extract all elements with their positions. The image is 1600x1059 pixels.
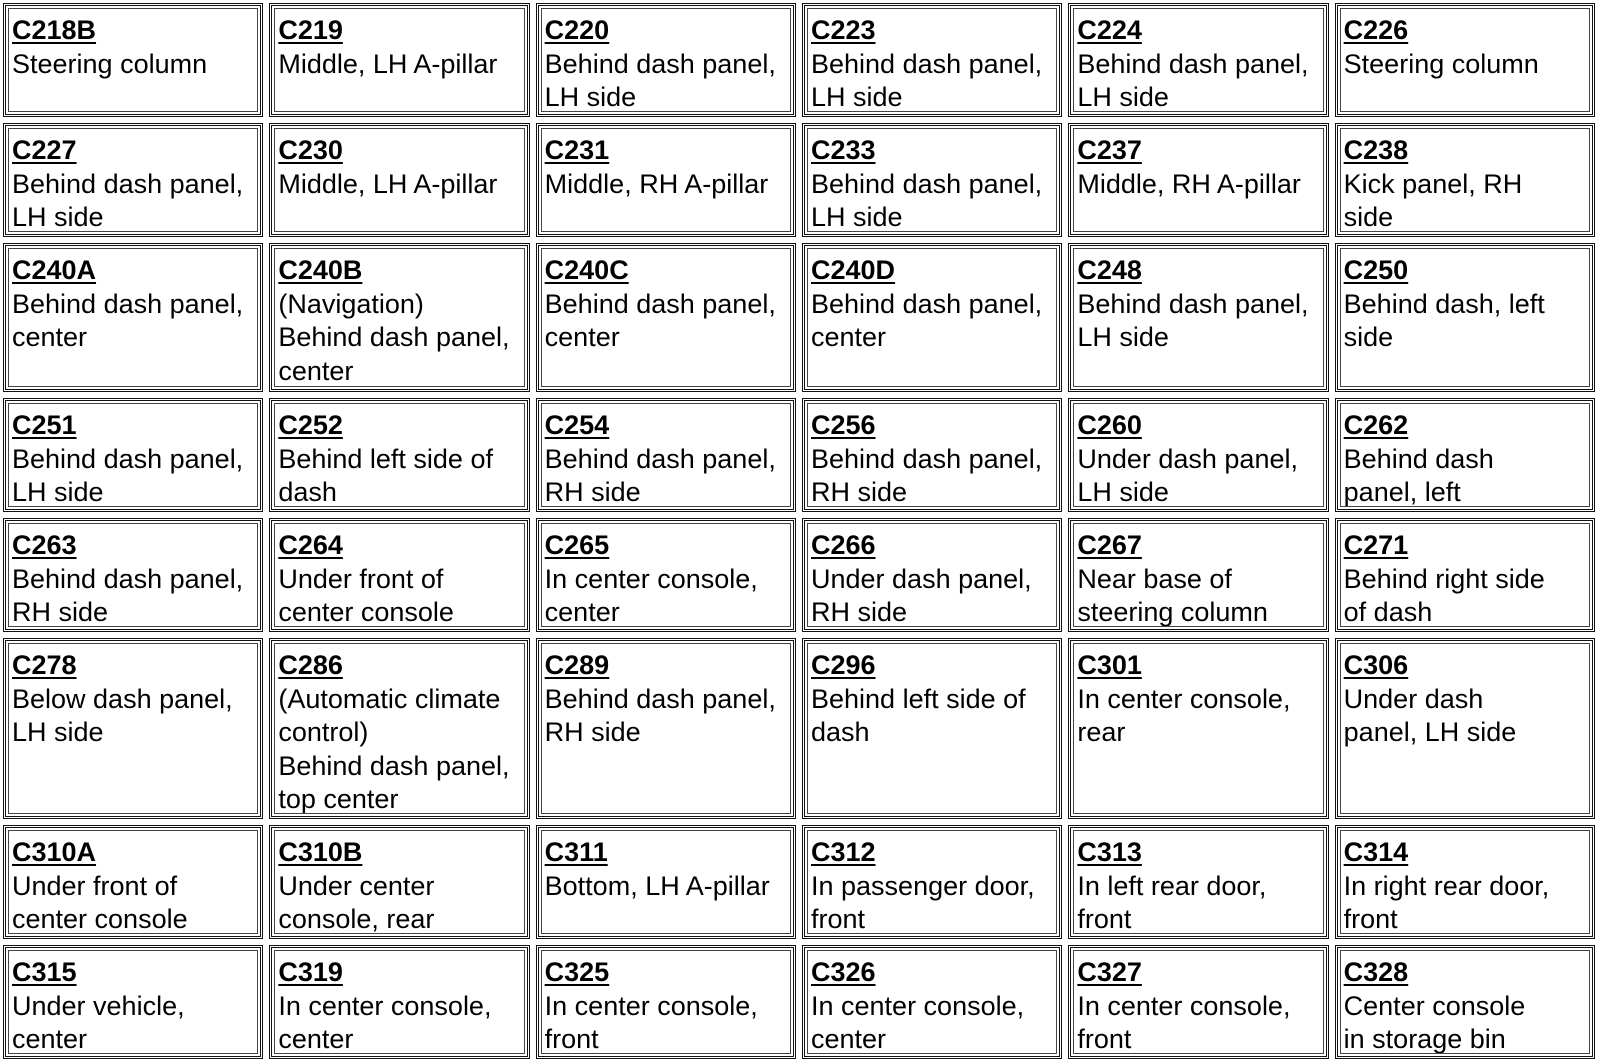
connector-code: C271 — [1343, 530, 1409, 560]
connector-cell — [536, 123, 796, 237]
connector-cell — [1335, 518, 1595, 632]
connector-location: Behind dash panel, RH side — [811, 443, 1043, 507]
connector-cell — [1068, 123, 1328, 237]
connector-location: In left rear door, front — [1077, 870, 1267, 934]
connector-location: Steering column — [12, 48, 208, 79]
connector-code: C327 — [1077, 957, 1142, 987]
connector-location: Behind dash panel, LH side — [811, 168, 1043, 232]
connector-code: C325 — [544, 957, 610, 987]
connector-code: C286 — [278, 650, 343, 680]
connector-cell — [1335, 638, 1595, 819]
connector-location: Under front of center console — [278, 563, 454, 627]
connector-cell — [802, 945, 1062, 1059]
connector-cell — [269, 518, 529, 632]
connector-location: In center console, rear — [1077, 683, 1291, 747]
connector-cell — [269, 825, 529, 939]
connector-code: C263 — [12, 530, 77, 560]
connector-location: Center console in storage bin — [1343, 990, 1526, 1054]
connector-code: C267 — [1077, 530, 1142, 560]
connector-code: C240C — [544, 255, 629, 285]
connector-cell — [802, 123, 1062, 237]
connector-cell — [536, 825, 796, 939]
connector-location: Behind dash panel, LH side — [544, 48, 776, 112]
connector-cell — [1068, 638, 1328, 819]
connector-location: Middle, LH A-pillar — [278, 48, 498, 79]
connector-code: C311 — [544, 837, 608, 867]
connector-cell — [1068, 825, 1328, 939]
connector-location: Behind dash panel, LH side — [12, 168, 244, 232]
connector-cell — [269, 638, 529, 819]
connector-cell — [536, 638, 796, 819]
connector-cell — [269, 3, 529, 117]
connector-cell — [1335, 398, 1595, 512]
connector-code: C218B — [12, 15, 97, 45]
connector-cell — [1068, 398, 1328, 512]
connector-cell — [1335, 825, 1595, 939]
connector-location: Behind dash panel, left — [1343, 443, 1494, 507]
connector-code: C231 — [544, 135, 610, 165]
connector-code: C248 — [1077, 255, 1142, 285]
connector-cell — [536, 3, 796, 117]
connector-code: C326 — [811, 957, 876, 987]
connector-cell — [3, 518, 263, 632]
connector-location: In center console, center — [544, 563, 758, 627]
connector-location: Behind dash panel, LH side — [12, 443, 244, 507]
connector-location: Middle, LH A-pillar — [278, 168, 498, 199]
connector-location: Behind left side of dash — [811, 683, 1026, 747]
connector-cell — [3, 123, 263, 237]
connector-location: Under dash panel, LH side — [1343, 683, 1517, 747]
connector-code: C265 — [544, 530, 610, 560]
connector-location: In center console, center — [278, 990, 492, 1054]
connector-cell — [802, 3, 1062, 117]
connector-location: Behind right side of dash — [1343, 563, 1545, 627]
connector-location: Behind dash panel, center — [811, 288, 1043, 352]
connector-code: C251 — [12, 410, 77, 440]
connector-location: Behind dash panel, RH side — [544, 683, 776, 747]
connector-code: C227 — [12, 135, 77, 165]
connector-location: (Automatic climate control) Behind dash panel, top center — [278, 683, 510, 814]
connector-location: Middle, RH A-pillar — [1077, 168, 1301, 199]
connector-code: C233 — [811, 135, 876, 165]
connector-code: C240B — [278, 255, 363, 285]
connector-location: Under center console, rear — [278, 870, 435, 934]
connector-location: Under vehicle, center — [12, 990, 185, 1054]
connector-code: C310B — [278, 837, 363, 867]
connector-code: C306 — [1343, 650, 1409, 680]
connector-code: C260 — [1077, 410, 1142, 440]
connector-cell — [3, 3, 263, 117]
connector-code: C301 — [1077, 650, 1142, 680]
connector-cell — [3, 945, 263, 1059]
connector-cell — [1068, 945, 1328, 1059]
connector-code: C223 — [811, 15, 876, 45]
connector-code: C238 — [1343, 135, 1409, 165]
connector-cell — [1068, 3, 1328, 117]
connector-code: C314 — [1343, 837, 1409, 867]
connector-code: C230 — [278, 135, 343, 165]
connector-cell — [536, 243, 796, 392]
connector-cell — [802, 398, 1062, 512]
connector-location: Behind dash panel, LH side — [811, 48, 1043, 112]
connector-location: Below dash panel, LH side — [12, 683, 233, 747]
connector-cell — [802, 518, 1062, 632]
connector-code: C262 — [1343, 410, 1409, 440]
connector-location: In center console, front — [544, 990, 758, 1054]
connector-location: Bottom, LH A-pillar — [544, 870, 770, 901]
connector-cell — [536, 945, 796, 1059]
connector-location: Behind dash panel, center — [12, 288, 244, 352]
connector-cell — [3, 398, 263, 512]
connector-code: C237 — [1077, 135, 1142, 165]
connector-location: Under front of center console — [12, 870, 188, 934]
connector-cell — [1335, 123, 1595, 237]
connector-code: C220 — [544, 15, 610, 45]
connector-cell — [536, 518, 796, 632]
connector-code: C328 — [1343, 957, 1409, 987]
connector-location: Near base of steering column — [1077, 563, 1268, 627]
connector-cell — [1068, 518, 1328, 632]
connector-cell — [269, 123, 529, 237]
connector-code: C289 — [544, 650, 610, 680]
connector-code: C296 — [811, 650, 876, 680]
connector-cell — [269, 398, 529, 512]
connector-cell — [1335, 945, 1595, 1059]
connector-location: (Navigation) Behind dash panel, center — [278, 288, 510, 386]
connector-location: In center console, front — [1077, 990, 1291, 1054]
connector-code: C224 — [1077, 15, 1142, 45]
connector-cell — [1335, 3, 1595, 117]
connector-cell — [3, 638, 263, 819]
connector-cell — [1068, 243, 1328, 392]
connector-code: C254 — [544, 410, 610, 440]
connector-location: Behind dash panel, LH side — [1077, 288, 1309, 352]
connector-location: Under dash panel, RH side — [811, 563, 1032, 627]
connector-code: C278 — [12, 650, 77, 680]
connector-code: C250 — [1343, 255, 1409, 285]
connector-location: Under dash panel, LH side — [1077, 443, 1298, 507]
connector-cell — [1335, 243, 1595, 392]
connector-location: Behind dash panel, RH side — [12, 563, 244, 627]
connector-cell — [269, 243, 529, 392]
connector-location: Middle, RH A-pillar — [544, 168, 769, 199]
connector-location: In right rear door, front — [1343, 870, 1550, 934]
connector-code: C226 — [1343, 15, 1409, 45]
connector-cell — [269, 945, 529, 1059]
connector-cell — [536, 398, 796, 512]
connector-code: C252 — [278, 410, 343, 440]
connector-code: C313 — [1077, 837, 1142, 867]
connector-code: C266 — [811, 530, 876, 560]
connector-code: C310A — [12, 837, 97, 867]
connector-cell — [802, 243, 1062, 392]
connector-code: C240D — [811, 255, 896, 285]
connector-location: Kick panel, RH side — [1343, 168, 1523, 232]
connector-location: In center console, center — [811, 990, 1025, 1054]
connector-code: C319 — [278, 957, 343, 987]
connector-cell — [802, 638, 1062, 819]
connector-code: C240A — [12, 255, 97, 285]
connector-cell — [802, 825, 1062, 939]
connector-location: Behind dash panel, center — [544, 288, 776, 352]
connector-code: C219 — [278, 15, 343, 45]
connector-code: C312 — [811, 837, 876, 867]
connector-location: Steering column — [1343, 48, 1539, 79]
connector-location-table — [3, 3, 1595, 1059]
connector-location: Behind dash panel, LH side — [1077, 48, 1309, 112]
connector-code: C315 — [12, 957, 77, 987]
connector-code: C264 — [278, 530, 343, 560]
connector-cell — [3, 243, 263, 392]
connector-cell — [3, 825, 263, 939]
connector-code: C256 — [811, 410, 876, 440]
connector-location: In passenger door, front — [811, 870, 1035, 934]
connector-location: Behind dash, left side — [1343, 288, 1545, 352]
connector-location: Behind dash panel, RH side — [544, 443, 776, 507]
connector-location: Behind left side of dash — [278, 443, 493, 507]
